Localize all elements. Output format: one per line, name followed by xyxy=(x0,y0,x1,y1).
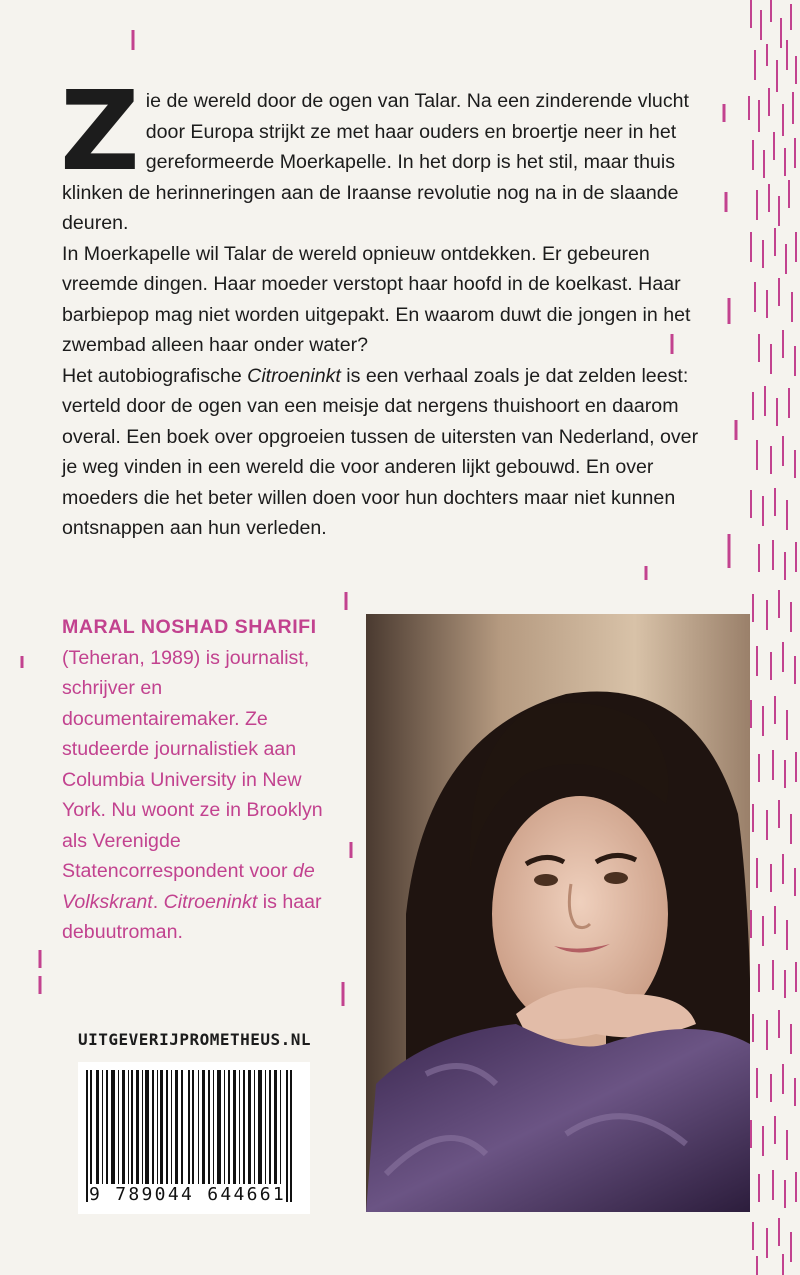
blurb-text xyxy=(60,67,717,544)
blurb-paragraph-2: In Moerkapelle wil Talar de wereld opnieuw ontdekken. Er gebeuren vreemde dingen. Haar moeder verstopt haar hoofd in de koelkast. Haar barbiepop mag niet worden uitgepakt. En waarom duwt die jongen in het zwembad alleen haar onder water? xyxy=(62,242,691,356)
isbn-barcode xyxy=(78,1062,310,1214)
author-photo xyxy=(366,614,750,1212)
book-title-italic: Citroeninkt xyxy=(163,890,258,913)
newspaper-name: de Volkskrant xyxy=(62,860,315,913)
author-bio-part-3: is haar debuutroman. xyxy=(62,890,322,943)
barcode-number: 9 789044 644661 xyxy=(89,1184,287,1205)
blurb-paragraph-3 xyxy=(62,361,717,544)
drop-cap: Z xyxy=(60,67,140,195)
blurb-p3-post: is een verhaal zoals je dat zelden leest: verteld door de ogen van een meisje dat nergens thuishoort en daarom overal. Een boek over opgroeien tussen de uitersten van Nederland, over je weg vinden in een wereld die voor anderen lijkt gebouwd. En over moeders die het beter willen doen voor hun dochters maar niet kunnen ontsnappen aan hun verleden. xyxy=(62,364,699,539)
book-title-italic: Citroeninkt xyxy=(247,364,341,387)
publisher-website: UITGEVERIJPROMETHEUS.NL xyxy=(78,1030,312,1049)
author-bio-part-1: (Teheran, 1989) is journalist, schrijver en documentairemaker. Ze studeerde journalistiek aan Columbia University in New York. Nu woont ze in Brooklyn als Verenigde Statencorrespondent voor xyxy=(62,646,323,882)
author-bio-part-2: . xyxy=(152,890,164,913)
blurb-paragraph-1 xyxy=(60,67,717,239)
blurb-p1-text: ie de wereld door de ogen van Talar. Na een zinderende vlucht door Europa strijkt ze met haar ouders en broertje neer in het gereformeerde Moerkapelle. In het dorp is het stil, maar thuis klinken de herinneringen aan de Iraanse revolutie nog na in de slaande deuren. xyxy=(62,90,689,234)
blurb-p3-pre: Het autobiografische xyxy=(62,364,248,387)
decorative-stripe-pattern xyxy=(745,0,800,1275)
author-bio xyxy=(62,612,332,948)
author-name: MARAL NOSHAD SHARIFI xyxy=(62,616,317,638)
